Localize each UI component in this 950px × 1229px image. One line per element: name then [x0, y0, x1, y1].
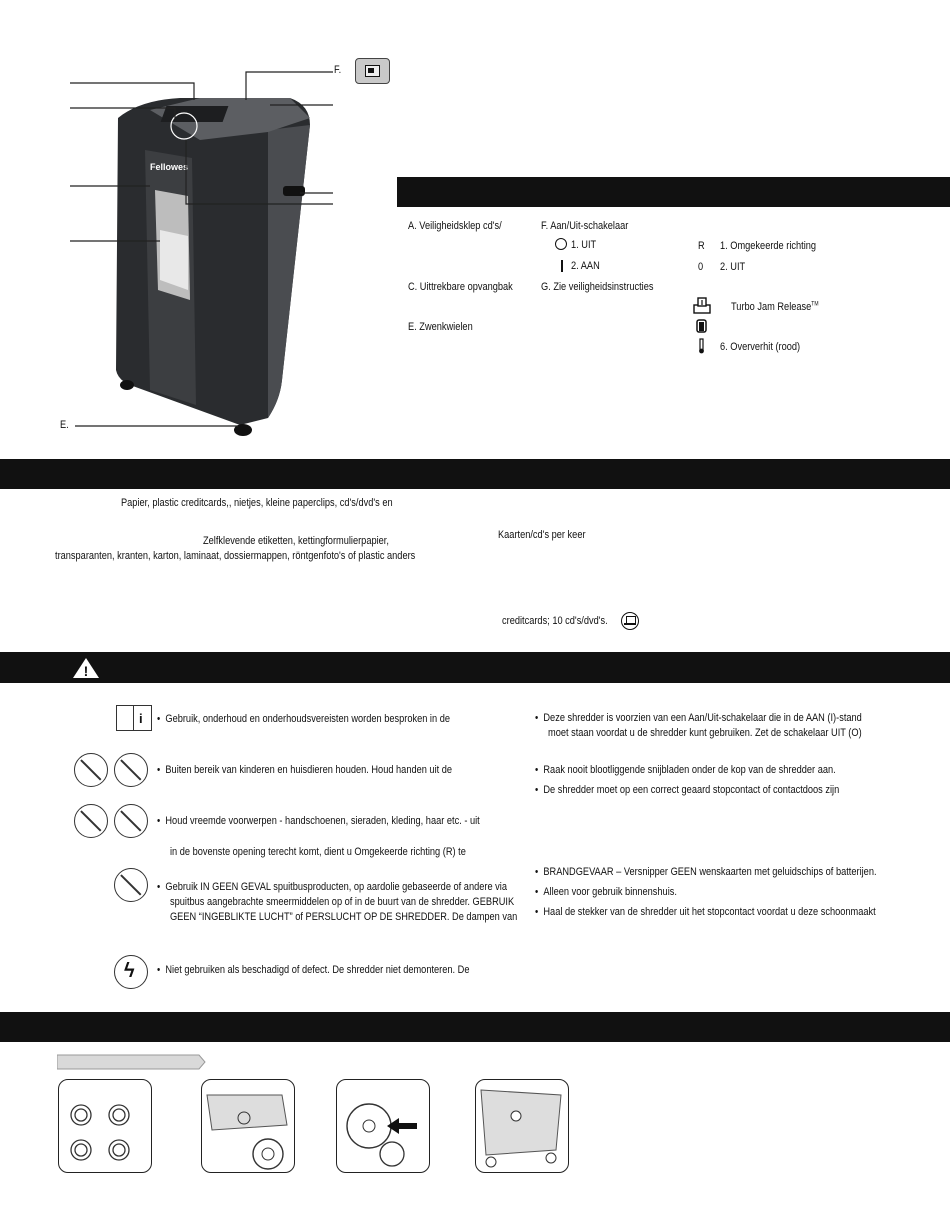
jam-release-icon [692, 297, 712, 315]
control-f-title: F. Aan/Uit-schakelaar [541, 220, 629, 232]
no-aerosol-icon [114, 868, 148, 902]
step-upright-box [475, 1079, 569, 1173]
off-text: 2. UIT [720, 261, 746, 273]
safety-right-1: • Deze shredder is voorzien van een Aan/Uit-schakelaar die in de AAN (I)-stand [535, 712, 862, 724]
safety-left-1: • Gebruik, onderhoud en onderhoudsvereisten worden besproken in de [157, 713, 450, 725]
warning-icon [72, 656, 100, 680]
label-e: E. [60, 419, 69, 431]
step-casters-box [58, 1079, 152, 1173]
step-insert-caster-box [336, 1079, 430, 1173]
shredder-base-icon [202, 1080, 294, 1172]
brand-logo: Fellowes [150, 162, 189, 172]
safety-left-4: in de bovenste opening terecht komt, dient u Omgekeerde richting (R) te [170, 846, 466, 858]
no-loose-items-icon [74, 804, 108, 838]
control-c: C. Uittrekbare opvangbak [408, 281, 513, 293]
reverse-text: 1. Omgekeerde richting [720, 240, 817, 252]
no-ties-icon [114, 804, 148, 838]
off-circle-icon [555, 238, 567, 250]
safety-right-7: • Haal de stekker van de shredder uit het stopcontact voordat u deze schoonmaakt [535, 906, 876, 918]
overheat-text: 6. Oververhit (rood) [720, 341, 801, 353]
control-off: 1. UIT [571, 239, 597, 251]
shredder-upright-icon [476, 1080, 568, 1172]
switch-icon [355, 58, 390, 84]
safety-left-8: • Niet gebruiken als beschadigd of defect. De shredder niet demonteren. De [157, 964, 470, 976]
safety-left-5: • Gebruik IN GEEN GEVAL spuitbusproducten, op aardolie gebaseerde of andere via [157, 881, 507, 893]
spec-not-shred-1: Zelfklevende etiketten, kettingformulierpapier, [203, 535, 389, 547]
specs-header-bar [0, 459, 950, 489]
control-on: 2. AAN [571, 260, 600, 272]
spec-shreds: Papier, plastic creditcards,, nietjes, kleine paperclips, cd's/dvd's en [121, 497, 393, 509]
manual-icon: i [116, 705, 152, 731]
safety-left-7: GEEN “INGEBLIKTE LUCHT” of PERSLUCHT OP DE SHREDDER. De dampen van [170, 911, 518, 923]
spec-cd-capacity: creditcards; 10 cd's/dvd's. [502, 615, 608, 627]
no-hands-icon [114, 753, 148, 787]
safety-right-6: • Alleen voor gebruik binnenshuis. [535, 886, 677, 898]
thermometer-icon [697, 338, 707, 354]
safety-right-3: • Raak nooit blootliggende snijbladen onder de kop van de shredder aan. [535, 764, 836, 776]
safety-header-bar [0, 652, 950, 683]
no-children-icon [74, 753, 108, 787]
safety-left-2: • Buiten bereik van kinderen en huisdieren houden. Houd handen uit de [157, 764, 453, 776]
off-letter: 0 [698, 261, 704, 273]
bin-full-icon [696, 319, 708, 333]
reverse-letter: R [698, 240, 705, 252]
casters-icon [59, 1080, 151, 1172]
on-bar-icon [561, 260, 563, 272]
spec-not-shred-2: transparanten, kranten, karton, laminaat, dossiermappen, röntgenfoto's of plastic anders [55, 550, 416, 562]
safety-right-2: moet staan voordat u de shredder kunt gebruiken. Zet de schakelaar UIT (O) [548, 727, 862, 739]
insert-caster-icon [337, 1080, 429, 1172]
safety-right-4: • De shredder moet op een correct geaard stopcontact of contactdoos zijn [535, 784, 840, 796]
control-a: A. Veiligheidsklep cd's/ [408, 220, 502, 232]
controls-header-bar [397, 177, 950, 207]
svg-text:!: ! [83, 663, 89, 679]
control-e: E. Zwenkwielen [408, 321, 473, 333]
step-arrow-tab [57, 1054, 207, 1070]
assembly-header-bar [0, 1012, 950, 1042]
control-g: G. Zie veiligheidsinstructies [541, 281, 654, 293]
electric-shock-icon: ϟ [114, 955, 148, 989]
safety-left-6: spuitbus aangebrachte smeermiddelen op of in de buurt van de shredder. GEBRUIK [170, 896, 515, 908]
spec-cards-per-pass: Kaarten/cd's per keer [498, 529, 586, 541]
safety-left-3: • Houd vreemde voorwerpen - handschoenen, sieraden, kleding, haar etc. - uit [157, 815, 480, 827]
turbo-jam-text: Turbo Jam Release™ [731, 301, 819, 313]
safety-right-5: • BRANDGEVAAR – Versnipper GEEN wenskaarten met geluidschips of batterijen. [535, 866, 877, 878]
step-turn-over-box [201, 1079, 295, 1173]
label-f: F. [334, 64, 342, 76]
cd-slot-icon [621, 612, 639, 630]
